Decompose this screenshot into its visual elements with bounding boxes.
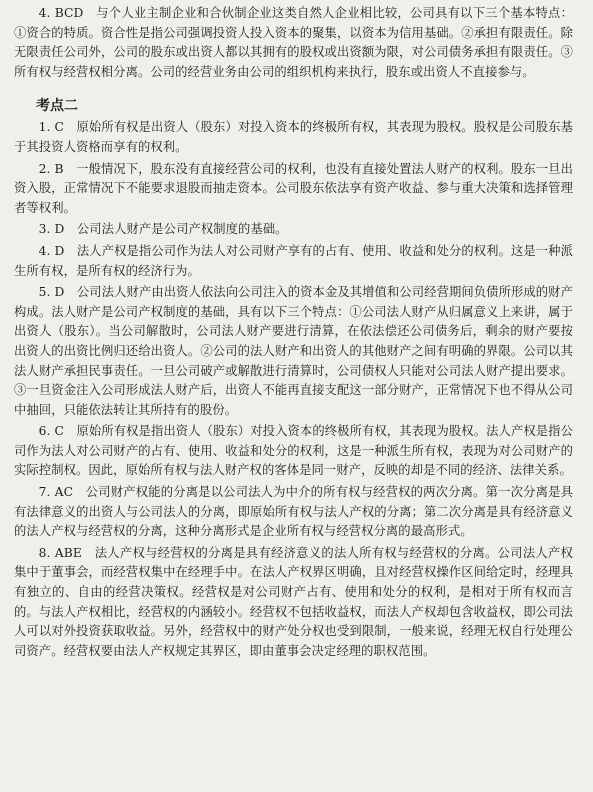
answer-paragraph-1: 1. C 原始所有权是出资人（股东）对投入资本的终极所有权，其表现为股权。股权是公司股东基于其投资人资格而享有的权利。 — [14, 120, 573, 154]
answer-paragraph-2: 2. B 一般情况下，股东没有直接经营公司的权利，也没有直接处置法人财产的权利。股东一旦出资入股，正常情况下不能要求退股而抽走资本。公司股东依法享有资产收益、参与重大决策和选择管理者等权利。 — [14, 161, 573, 215]
answer-paragraph-4: 4. D 法人产权是指公司作为法人对公司财产享有的占有、使用、收益和处分的权利。这是一种派生所有权，是所有权的经济行为。 — [14, 243, 573, 278]
answer-paragraph-7: 7. AC 公司财产权能的分离是以公司法人为中介的所有权与经营权的两次分离。第一次分离是具有法律意义的出资人与公司法人的分离，即原始所有权与法人产权的分离；第二次分离是具有经济意义的法人产权与经营权的分离，这种分离形式是企业所有权与经营权分离的最高形式。 — [14, 485, 573, 539]
answer-paragraph-4-bcd: 4. BCD 与个人业主制企业和合伙制企业这类自然人企业相比较，公司具有以下三个基本特点：①资合的特质。资合性是指公司强调投资人投入资本的聚集，以资本为信用基础。②承担有限责任。除无限责任公司外，公司的股东或出资人都以其拥有的股权或出资额为限，对公司债务承担有限责任。③所有权与经营权相分离。公司的经营业务由公司的组织机构来执行，股东或出资人不直接参与。 — [14, 6, 573, 79]
answer-paragraph-8: 8. ABE 法人产权与经营权的分离是具有经济意义的法人所有权与经营权的分离。公司法人产权集中于董事会，而经营权集中在经理手中。在法人产权界区明确，且对经营权操作区间给定时，经理具有独立的、自由的经营决策权。经营权是对公司财产占有、使用和处分的权利，是相对于所有权而言的。与法人产权相比，经营权的内涵较小。经营权不包括收益权，而法人产权却包含收益权，即公司法人可以对外投资获取收益。另外，经营权中的财产处分权也受到限制，一般来说，经理无权自行处理公司资产。经营权要由法人产权规定其界区，即由董事会决定经理的职权范围。 — [14, 545, 573, 658]
answer-paragraph-5: 5. D 公司法人财产由出资人依法向公司注入的资本金及其增值和公司经营期间负债所形成的财产构成。法人财产是公司产权制度的基础，具有以下三个特点：①公司法人财产从归属意义上来讲，属于出资人（股东）。当公司解散时，公司法人财产要进行清算，在依法偿还公司债务后，剩余的财产要按出资人的出资比例归还给出资人。②公司的法人财产和出资人的其他财产之间有明确的界限。公司以其法人财产承担民事责任。一旦公司破产或解散进行清算时，公司债权人只能对公司法人财产提出要求。③一旦资金注入公司形成法人财产后，出资人不能再直接支配这一部分财产，正常情况下也不得从公司中抽回，只能依法转让其所持有的股份。 — [14, 285, 573, 417]
section-heading: 考点二 — [36, 98, 78, 115]
answer-paragraph-6: 6. C 原始所有权是指出资人（股东）对投入资本的终极所有权，其表现为股权。法人产权是指公司作为法人对公司财产的占有、使用、收益和处分的权利，这是一种派生所有权，表现为对公司财产的实际控制权。因此，原始所有权与法人财产权的客体是同一财产，反映的却是不同的经济、法律关系。 — [14, 424, 573, 478]
answer-paragraph-3: 3. D 公司法人财产是公司产权制度的基础。 — [38, 222, 288, 237]
